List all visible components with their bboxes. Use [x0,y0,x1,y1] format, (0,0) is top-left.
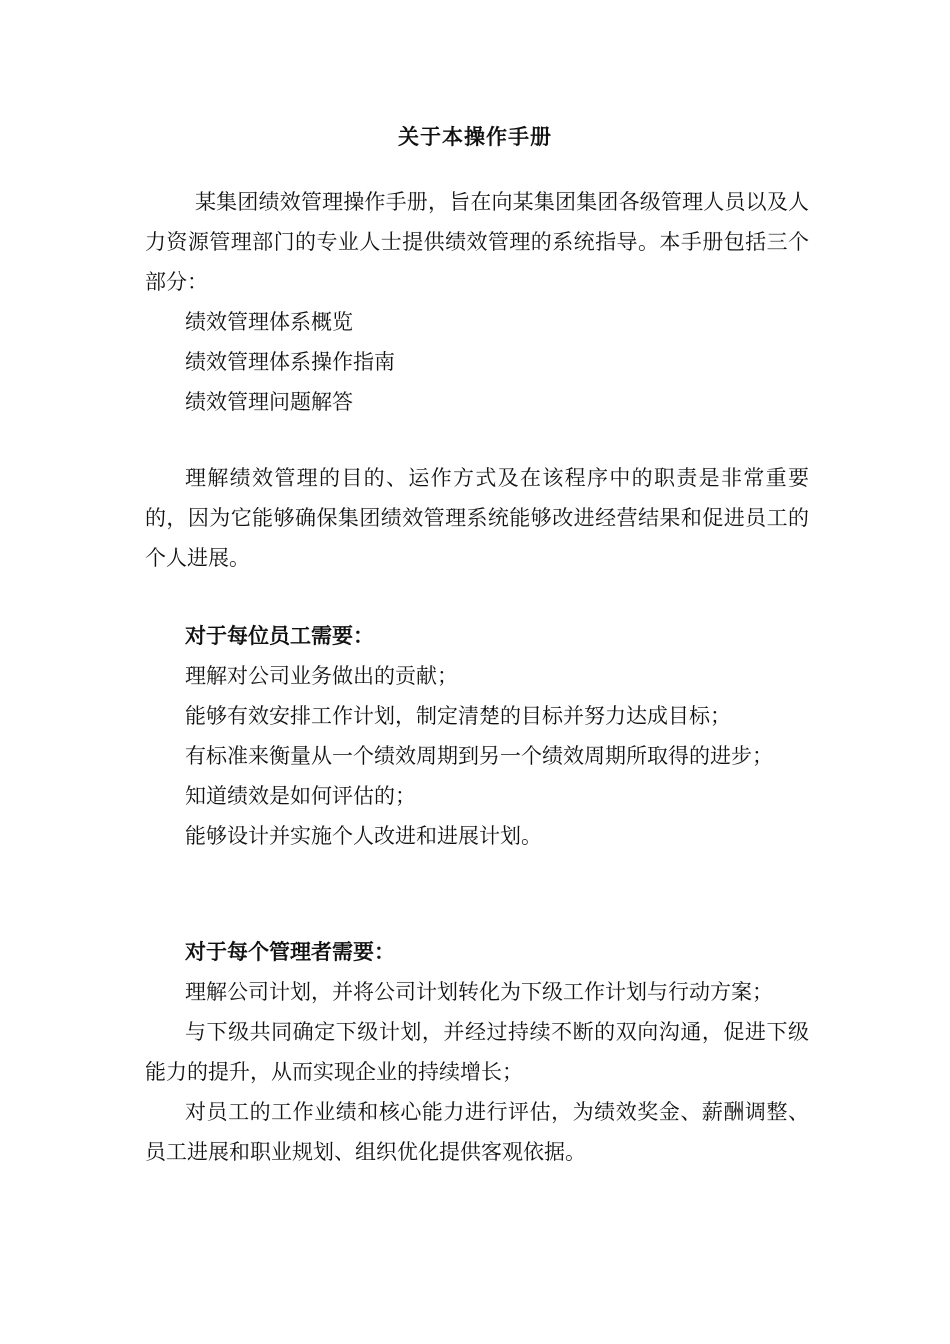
document-title: 关于本操作手册 [398,124,552,149]
manual-part-item: 绩效管理问题解答 [185,390,353,414]
employee-item: 知道绩效是如何评估的； [185,784,416,808]
employee-item: 理解对公司业务做出的贡献； [185,664,458,688]
intro-paragraph: 某集团绩效管理操作手册，旨在向某集团集团各级管理人员以及人力资源管理部门的专业人士提供绩效管理的系统指导。本手册包括三个部分： [145,190,809,294]
managers-section [145,932,809,1172]
purpose-section [145,458,809,578]
manager-item: 与下级共同确定下级计划，并经过持续不断的双向沟通，促进下级能力的提升，从而实现企业的持续增长； [145,1020,809,1084]
intro-section [145,182,809,422]
employee-item: 能够设计并实施个人改进和进展计划。 [185,824,542,848]
manager-item: 理解公司计划，并将公司计划转化为下级工作计划与行动方案； [185,980,773,1004]
employees-section [145,616,809,856]
employee-item: 能够有效安排工作计划，制定清楚的目标并努力达成目标； [185,704,731,728]
manager-item: 对员工的工作业绩和核心能力进行评估，为绩效奖金、薪酬调整、员工进展和职业规划、组织优化提供客观依据。 [145,1100,809,1164]
managers-heading: 对于每个管理者需要： [185,939,395,964]
manual-part-item: 绩效管理体系概览 [185,310,353,334]
employee-item: 有标准来衡量从一个绩效周期到另一个绩效周期所取得的进步； [185,744,773,768]
employees-heading: 对于每位员工需要： [185,623,374,648]
purpose-paragraph: 理解绩效管理的目的、运作方式及在该程序中的职责是非常重要的，因为它能够确保集团绩效管理系统能够改进经营结果和促进员工的个人进展。 [145,466,809,570]
manual-part-item: 绩效管理体系操作指南 [185,350,395,374]
